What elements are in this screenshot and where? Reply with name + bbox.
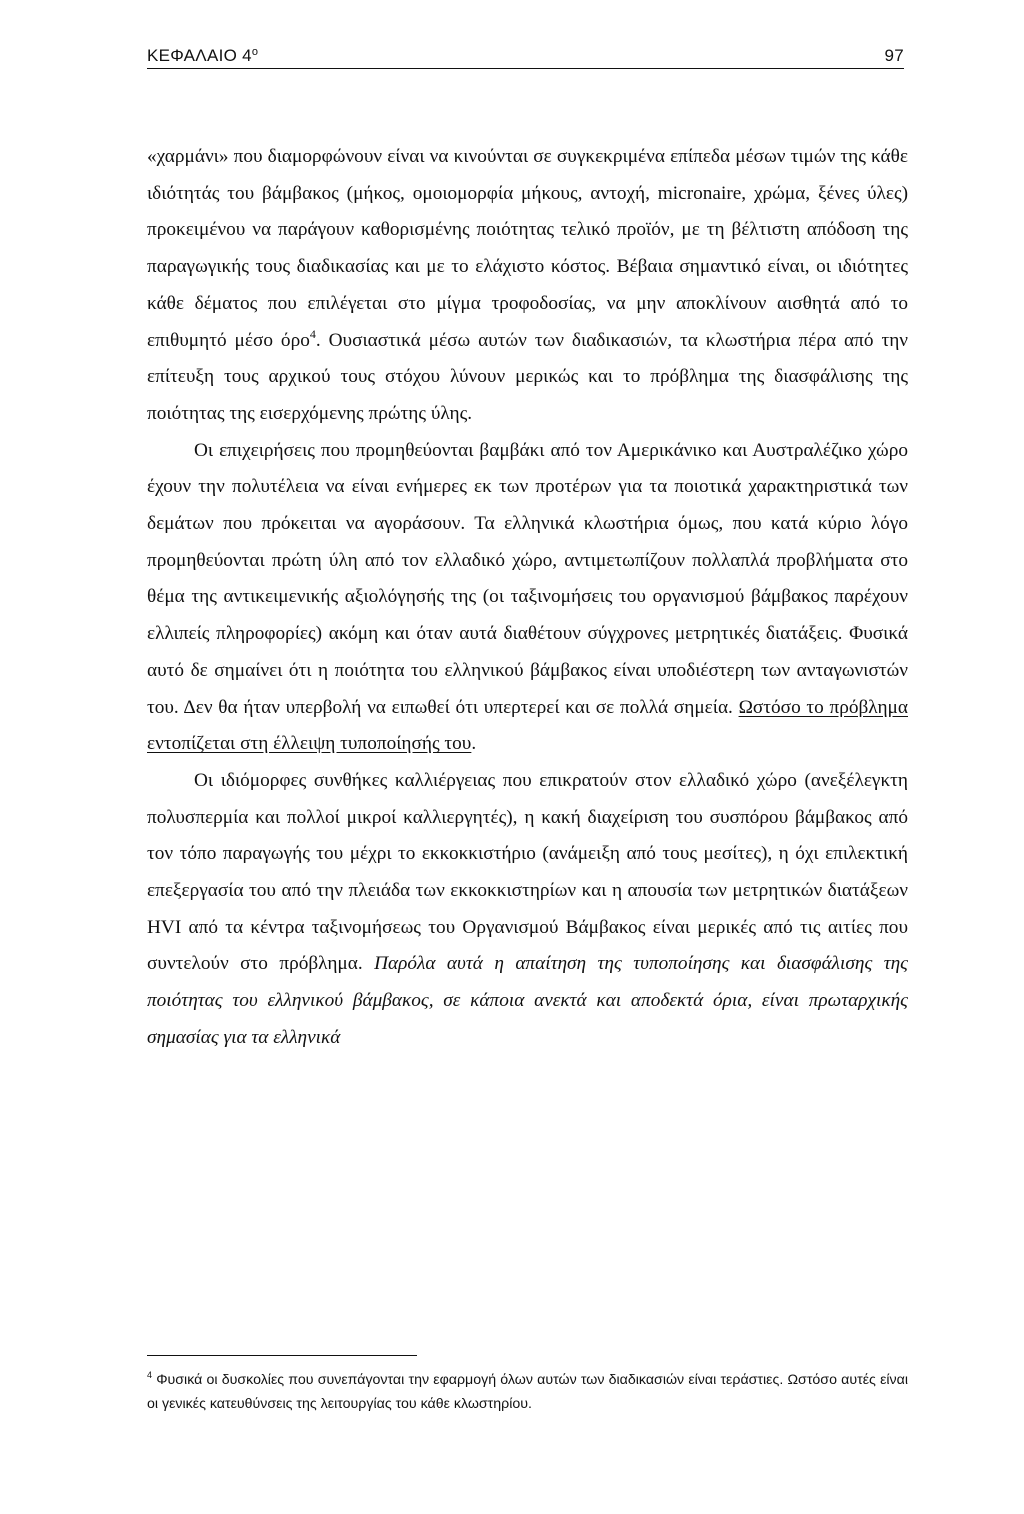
italic-passage: Παρόλα αυτά η απαίτηση της τυποποίησης και διασφάλισης της ποιότητας του ελληνικού βάμβακος, σε κάποια ανεκτά και αποδεκτά όρια, είναι πρωταρχικής σημασίας για τα ελληνικά [147,953,908,1048]
body-text [147,139,908,1057]
chapter-ordinal-marker: ο [251,46,259,58]
paragraph-2: Οι επιχειρήσεις που προμηθεύονται βαμβάκι από τον Αμερικάνικο και Αυστραλέζικο χώρο έχουν την πολυτέλεια να είναι ενήμερες εκ των προτέρων για τα ποιοτικά χαρακτηριστικά των δεμάτων που πρόκειται να αγοράσουν. Τα ελληνικά κλωστήρια όμως, που κατά κύριο λόγο προμηθεύονται πρώτη ύλη από τον ελλαδικό χώρο, αντιμετωπίζουν πολλαπλά προβλήματα στο θέμα της αντικειμενικής αξιολόγησής της (οι ταξινομήσεις του οργανισμού βάμβακος παρέχουν ελλιπείς πληροφορίες) ακόμη και όταν αυτά διαθέτουν σύγχρονες μετρητικές διατάξεις. Φυσικά αυτό δε σημαίνει ότι η ποιότητα του ελληνικού βάμβακος είναι υποδιέστερη των ανταγωνιστών του. Δεν θα ήταν υπερβολή να ειπωθεί ότι υπερτερεί και σε πολλά σημεία. Ωστόσο το πρόβλημα εντοπίζεται στη έλλειψη τυποποίησής του. [147,439,908,755]
paragraph-1: «χαρμάνι» που διαμορφώνουν είναι να κινούνται σε συγκεκριμένα επίπεδα μέσων τιμών της κάθε ιδιότητάς του βάμβακος (μήκος, ομοιομορφία μήκους, αντοχή, micronaire, χρώμα, ξένες ύλες) προκειμένου να παράγουν καθορισμένης ποιότητας τελικό προϊόν, με τη βέλτιστη απόδοση της παραγωγικής τους διαδικασίας και με το ελάχιστο κόστος. Βέβαια σημαντικό είναι, οι ιδιότητες κάθε δέματος που επιλέγεται στο μίγμα τροφοδοσίας, να μην αποκλίνουν αισθητά από το επιθυμητό μέσο όρο$^4$. Ουσιαστικά μέσω αυτών των διαδικασιών, τα κλωστήρια πέρα από την επίτευξη τους αρχικού τους στόχου λύνουν μερικώς και το πρόβλημα της διασφάλισης της ποιότητας της εισερχόμενης πρώτης ύλης. [147,146,908,424]
paragraph-3: Οι ιδιόμορφες συνθήκες καλλιέργειας που επικρατούν στον ελλαδικό χώρο (ανεξέλεγκτη πολυσπερμία και πολλοί μικροί καλλιεργητές), η κακή διαχείριση του συσπόρου βάμβακος από τον τόπο παραγωγής του μέχρι το εκκοκκιστήριο (ανάμειξη από τους μεσίτες), η όχι επιλεκτική επεξεργασία του από την πλειάδα των εκκοκκιστηρίων και η απουσία των μετρητικών διατάξεων HVI από τα κέντρα ταξινομήσεως του Οργανισμού Βάμβακος είναι μερικές από τις αιτίες που συντελούν στο πρόβλημα. Παρόλα αυτά η απαίτηση της τυποποίησης και διασφάλισης της ποιότητας του ελληνικού βάμβακος, σε κάποια ανεκτά και αποδεκτά όρια, είναι πρωταρχικής σημασίας για τα ελληνικά [147,769,908,1048]
page-number: 97 [884,46,904,65]
footnote-separator [147,1355,417,1356]
footnote-reference[interactable]: 4 [309,326,316,341]
chapter-heading: ΚΕΦΑΛΑΙΟ $4^o$ [147,46,259,65]
footnote-text: Φυσικά οι δυσκολίες που συνεπάγονται την εφαρμογή όλων αυτών των διαδικασιών είναι τεράστιες. Ωστόσο αυτές είναι οι γενικές κατευθύνσεις της λειτουργίας του κάθε κλωστηρίου. [147,1372,908,1412]
footnote-number: 4 [147,1370,153,1380]
running-header [147,42,904,69]
footnote [147,1368,908,1416]
underlined-sentence: Ωστόσο το πρόβλημα εντοπίζεται στη έλλειψη τυποποίησής του [147,696,908,755]
